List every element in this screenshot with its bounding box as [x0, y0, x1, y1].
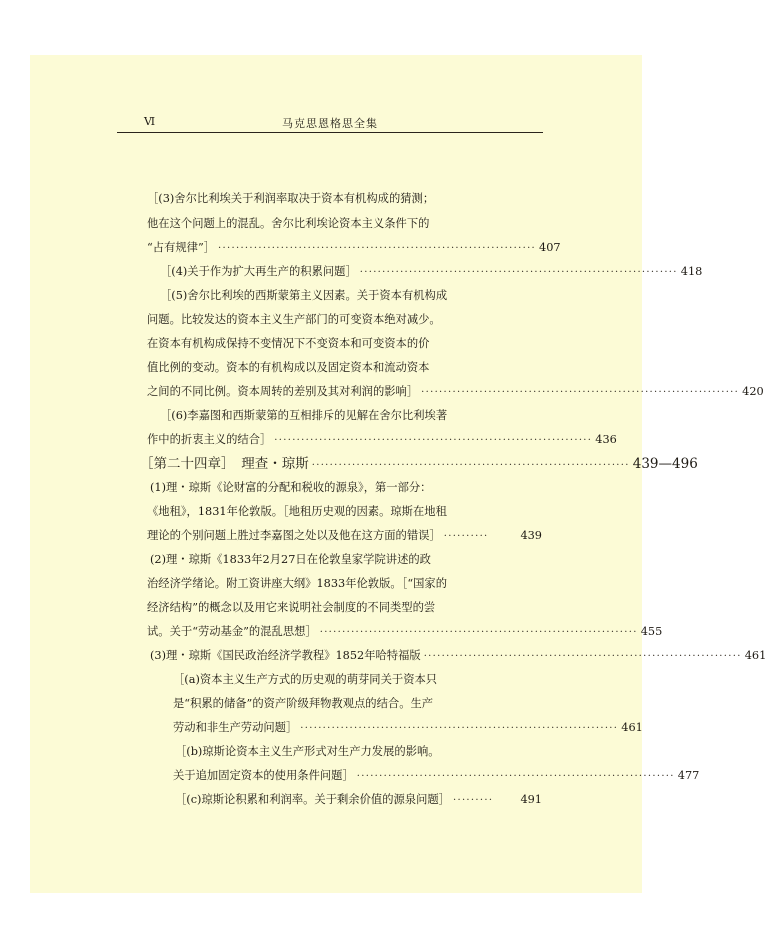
- toc-page-number: 418: [680, 265, 703, 278]
- toc-entry-text: (1)理・琼斯《论财富的分配和税收的源泉》，第一部分：: [150, 481, 432, 494]
- toc-entry-text: 《地租》，1831年伦敦版。［地租历史观的因素。琼斯在地租: [147, 505, 447, 518]
- toc-entry: [147, 431, 617, 449]
- toc-entry: [147, 527, 542, 545]
- toc-entry-text: 经济结构”的概念以及用它来说明社会制度的不同类型的尝: [147, 601, 436, 614]
- toc-entry-text: ［(3)舍尔比利埃关于利润率取决于资本有机构成的猜测；: [147, 192, 435, 205]
- toc-entry-text: 作中的折衷主义的结合］: [147, 433, 272, 446]
- chapter-title: ［第二十四章］ 理查・琼斯: [140, 456, 309, 472]
- toc-entry-text: 试。关于“劳动基金”的混乱思想］: [147, 625, 317, 638]
- toc-page-number: 436: [595, 433, 617, 446]
- toc-entry-text: (3)理・琼斯《国民政治经济学教程》1852年哈特福版: [150, 649, 421, 662]
- toc-entry-text: “占有规律”］: [147, 241, 216, 254]
- leader-dots: ··········: [443, 531, 489, 542]
- toc-entry: [147, 359, 429, 377]
- toc-page-number: 439: [520, 529, 542, 542]
- toc-page-number: 477: [677, 769, 700, 782]
- toc-entry: [147, 623, 663, 641]
- toc-entry-text: 他在这个问题上的混乱。舍尔比利埃论资本主义条件下的: [147, 217, 430, 230]
- toc-entry-text: 理论的个别问题上胜过李嘉图之处以及他在这方面的错误］: [147, 529, 441, 542]
- leader-dots: ·······································································: [319, 627, 638, 638]
- toc-page-range: 439—496: [632, 456, 698, 472]
- toc-entry-text: ［(5)舍尔比利埃的西斯蒙第主义因素。关于资本有机构成: [160, 289, 448, 302]
- toc-page-number: 420: [742, 385, 764, 398]
- toc-entry: [147, 239, 561, 257]
- toc-entry: [147, 575, 447, 593]
- toc-entry-text: 值比例的变动。资本的有机构成以及固定资本和流动资本: [147, 361, 430, 374]
- toc-page-number: 491: [520, 793, 542, 806]
- toc-entry-text: 劳动和非生产劳动问题］: [173, 721, 298, 734]
- book-title: 马克思恩格思全集: [282, 117, 378, 130]
- toc-entry: [147, 335, 429, 353]
- toc-entry: [147, 599, 435, 617]
- toc-entry-text: ［(b)琼斯论资本主义生产形式对生产力发展的影响。: [175, 745, 440, 758]
- toc-entry-text: ［(c)琼斯论积累和利润率。关于剩余价值的源泉问题］: [175, 793, 450, 806]
- toc-entry-text: ［(6)李嘉图和西斯蒙第的互相排斥的见解在舍尔比利埃著: [160, 409, 448, 422]
- leader-dots: ·······································································: [423, 651, 742, 662]
- toc-entry: [173, 695, 433, 713]
- toc-entry-text: 治经济学绪论。附工资讲座大纲》1833年伦敦版。［“国家的: [147, 577, 448, 590]
- leader-dots: ·······································································: [274, 435, 593, 446]
- toc-page-number: 461: [744, 649, 766, 662]
- toc-entry-text: 问题。比较发达的资本主义生产部门的可变资本绝对减少。: [147, 313, 441, 326]
- toc-entry-text: 之间的不同比例。资本周转的差别及其对利润的影响］: [147, 385, 419, 398]
- leader-dots: ·······································································: [356, 771, 675, 782]
- toc-entry-text: ［(a)资本主义生产方式的历史观的萌芽同关于资本只: [173, 673, 438, 686]
- toc-entry: [147, 190, 434, 208]
- toc-entry: [160, 287, 447, 305]
- toc-entry: [173, 671, 437, 689]
- leader-dots: ·······································································: [311, 460, 630, 471]
- toc-entry-text: ［(4)关于作为扩大再生产的积累问题］: [160, 265, 357, 278]
- toc-entry: [160, 407, 447, 425]
- toc-entry: [160, 263, 703, 281]
- toc-entry: [147, 215, 429, 233]
- leader-dots: ·······································································: [421, 387, 740, 398]
- toc-entry: [150, 479, 431, 497]
- toc-entry: [175, 791, 542, 809]
- toc-entry: [150, 551, 431, 569]
- toc-entry: [173, 719, 643, 737]
- toc-entry-text: 关于追加固定资本的使用条件问题］: [173, 769, 354, 782]
- toc-entry: [147, 383, 764, 401]
- toc-entry: [150, 647, 766, 665]
- toc-entry: [147, 503, 447, 521]
- page-folio: Ⅵ: [144, 115, 156, 128]
- toc-entry-text: 是“积累的储备”的资产阶级拜物教观点的结合。生产: [173, 697, 434, 710]
- leader-dots: ·······································································: [359, 267, 678, 278]
- chapter-heading: [140, 455, 698, 473]
- toc-entry: [147, 311, 441, 329]
- toc-page-number: 461: [621, 721, 643, 734]
- toc-page-number: 455: [640, 625, 663, 638]
- leader-dots: ·······································································: [300, 723, 619, 734]
- leader-dots: ·······································································: [218, 243, 537, 254]
- leader-dots: ·········: [452, 795, 494, 806]
- toc-page-number: 407: [539, 241, 561, 254]
- toc-entry-text: 在资本有机构成保持不变情况下不变资本和可变资本的价: [147, 337, 430, 350]
- toc-entry: [175, 743, 440, 761]
- toc-entry-text: (2)理・琼斯《1833年2月27日在伦敦皇家学院讲述的政: [150, 553, 431, 566]
- toc-entry: [173, 767, 700, 785]
- running-head: [117, 112, 543, 133]
